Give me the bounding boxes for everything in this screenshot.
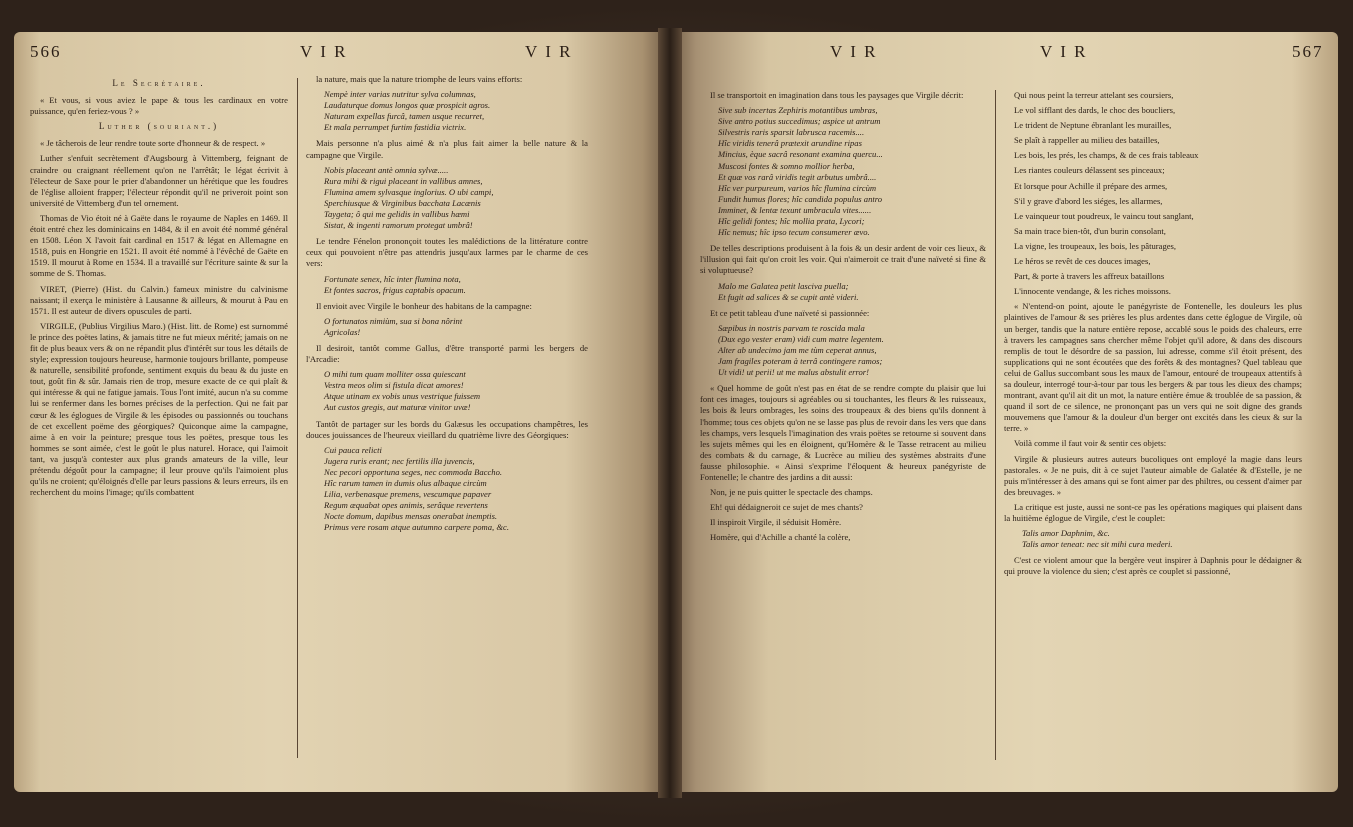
verse-line: Alter ab undecimo jam me tùm ceperat annus, — [718, 344, 877, 355]
verse-line: Nocte domum, dapibus mensas onerabat inemptis. — [324, 511, 498, 522]
paragraph: C'est ce violent amour que la bergère veut inspirer à Daphnis pour le dédaigner & qui prouve la violence du sien; c'est après ce couplet si passionné, — [1004, 555, 1302, 577]
verse-line: Taygeta; ô qui me gelidis in vallibus hæmi — [324, 209, 470, 220]
paragraph: Sa main trace bien-tôt, d'un burin consolant, — [1014, 225, 1166, 236]
paragraph: « Et vous, si vous aviez le pape & tous les cardinaux en votre puissance, qu'en feriez-vous ? » — [30, 95, 288, 117]
verse-block — [700, 323, 986, 378]
verse-line: Hîc nemus; hîc ipso tecum consumerer ævo. — [718, 227, 870, 238]
verse-line: Sistat, & ingenti ramorum protegat umbrâ! — [324, 220, 473, 231]
verse-line: Et fontes sacros, frigus captabis opacum. — [324, 284, 466, 295]
paragraph: VIRGILE, (Publius Virgilius Maro.) (Hist. litt. de Rome) est surnommé le prince des poëtes latins, & jamais titre ne fut mieux mérité; jamais on ne fit de plus beaux vers & on ne répandit plus d'intérêt sur tous les détails de style; expression toujours heureuse, harmonie toujours brillante, pompeuse & naturelle, sensibilité profonde, sentiment exquis du beau & du juste en tout, goût fin & sûr. Jamais rien de trop, mesure exacte de ce qui plaît & qui intéresse & qui ne fatigue jamais. Tous l'ont imité, aucun n'a su comme lui se renfermer dans les bornes précises de la perfection. Qui ne fait par cœur & les églogues de Virgile & les épisodes ou passionnés ou touchans de cet excellent poëme des géorgiques? Quiconque aime la campagne, aime à en voir la peinture; presque tous les poëtes, presque tous les hommes se sont aimée, c'est le goût le plus naturel. Horace, qui l'aimoit tant, va jusqu'à contester aux plus grands amateurs de la ville, leur prétendu dégoût pour la campagne; il leur prouve qu'ils l'aimoient plus qu'ils ne croient; qu'éloignés d'elle par leurs passions & leurs erreurs, ils en recherchent du moins l'image; qu'ils combattent — [30, 320, 288, 498]
verse-line: Mincius, èque sacrâ resonant examina quercu... — [718, 149, 883, 160]
verse-line: Sæpibus in nostris parvam te roscida mala — [718, 322, 865, 333]
verse-block — [306, 274, 588, 296]
verse-line: Jugera ruris erant; nec fertilis illa juvencis, — [324, 455, 475, 466]
column-rule-right — [995, 90, 996, 760]
verse-line: O fortunatos nimiùm, sua si bona nôrint — [324, 315, 463, 326]
verse-line: Naturam expellas furcâ, tamen usque recurret, — [324, 111, 485, 122]
paragraph: Qui nous peint la terreur attelant ses coursiers, — [1014, 90, 1174, 100]
verse-line: Nec pecori opportuna seges, nec commoda Baccho. — [324, 466, 503, 477]
paragraph: Se plaît à rappeller au milieu des batailles, — [1014, 135, 1160, 146]
paragraph: Mais personne n'a plus aimé & n'a plus fait aimer la belle nature & la campagne que Virgile. — [306, 138, 588, 160]
paragraph: Le tendre Fénelon prononçoit toutes les malédictions de la littérature contre ceux qui pouvoient n'être pas attendris jusqu'aux larmes par le charme de ces vers: — [306, 236, 588, 269]
right-running-head-2: V I R — [1040, 42, 1088, 61]
paragraph: Les riantes couleurs délassent ses pinceaux; — [1014, 165, 1165, 176]
right-column-1 — [700, 90, 986, 770]
verse-block — [306, 165, 588, 232]
paragraph: Part, & porte à travers les affreux bataillons — [1014, 271, 1165, 282]
paragraph: Le vol sifflant des dards, le choc des boucliers, — [1014, 105, 1176, 116]
paragraph: « Quel homme de goût n'est pas en état de se rendre compte du plaisir que lui font ces images, toujours si agréables ou si touchantes, les fleurs & les ruisseaux, les bois & leurs ombrages, les soins des troupeaux & des biens qu'ils donnent à l'homme; tous ces objets qu'on ne se lasse pas plus de revoir dans les vers que dans les champs, vers lesquels l'imagination des vrais poëtes se retourne si souvent dans les sujets mêmes qui les en éloignent, qu'Homère & le Tasse retracent au milieu des combats & du carnage, & Lucrèce au milieu des systèmes abstraits d'une fausse philosophie. « Ainsi s'exprime l'éloquent & heureux panégyriste de Fontenelle; le chantre des jardins a dit aussi: — [700, 383, 986, 482]
verse-block — [306, 445, 588, 534]
verse-line: Hîc gelidi fontes; hîc mollia prata, Lycori; — [718, 216, 865, 227]
right-page-number: 567 — [1292, 42, 1324, 61]
verse-line: Primus vere rosam atque autumno carpere poma, &c. — [324, 522, 509, 533]
left-column-1 — [30, 74, 288, 774]
verse-block — [306, 369, 588, 413]
paragraph: Il envioit avec Virgile le bonheur des habitans de la campagne: — [316, 300, 532, 311]
paragraph: VIRET, (Pierre) (Hist. du Calvin.) fameux ministre du calvinisme naissant; il exerça le ministère à Lausanne & ailleurs, & mourut à Pau en 1571. Il est auteur de divers opuscules de parti. — [30, 283, 288, 316]
verse-line: O mihi tum quam molliter ossa quiescant — [324, 369, 466, 380]
paragraph: « Je tâcherois de leur rendre toute sorte d'honneur & de respect. » — [40, 138, 266, 149]
paragraph: De telles descriptions produisent à la fois & un desir ardent de voir ces lieux, & l'illusion qui fait qu'on croit les voir. Qui n'aimeroit ce trait d'une naïveté si fine & si voluptueuse? — [700, 243, 986, 276]
verse-line: Hîc viridis tenerâ prætexit arundine ripas — [718, 138, 862, 149]
paragraph: Il se transportoit en imagination dans tous les paysages que Virgile décrit: — [710, 90, 964, 100]
verse-block — [306, 89, 588, 133]
verse-line: Hîc ver purpureum, varios hîc flumina circùm — [718, 182, 877, 193]
paragraph: L'innocente vendange, & les riches moissons. — [1014, 286, 1171, 297]
verse-line: Atque utinam ex vobis unus vestrique fuissem — [324, 391, 481, 402]
left-column-2 — [306, 74, 588, 774]
verse-line: Jam fragiles poteram à terrâ contingere ramos; — [718, 356, 883, 367]
verse-line: Flumina amem sylvasque inglorius. O ubi campi, — [324, 186, 494, 197]
verse-line: Fundit humus flores; hîc candida populus antro — [718, 193, 883, 204]
paragraph: Voilà comme il faut voir & sentir ces objets: — [1014, 438, 1167, 449]
verse-line: Sperchiusque & Virginibus bacchata Lacænis — [324, 197, 481, 208]
right-running-head-1: V I R — [830, 42, 878, 61]
verse-block — [700, 281, 986, 303]
left-running-head-2: V I R — [525, 42, 573, 61]
left-page-number: 566 — [30, 42, 62, 61]
paragraph: Les bois, les prés, les champs, & de ces frais tableaux — [1014, 150, 1199, 161]
verse-line: Vestra meos olim si fistula dicat amores! — [324, 380, 464, 391]
verse-line: Et mala perrumpet furtim fastidia victrix. — [324, 122, 467, 133]
paragraph: la nature, mais que la nature triomphe de leurs vains efforts: — [316, 74, 523, 84]
paragraph: La vigne, les troupeaux, les bois, les pâturages, — [1014, 240, 1177, 251]
paragraph: La critique est juste, aussi ne sont-ce pas les opérations magiques qui plaisent dans la huitième églogue de Virgile, c'est le couplet: — [1004, 501, 1302, 523]
section-heading: Luther (souriant.) — [98, 121, 220, 132]
verse-line: Rura mihi & rigui placeant in vallibus amnes, — [324, 175, 483, 186]
paragraph: Eh! qui dédaigneroit ce sujet de mes chants? — [710, 502, 863, 513]
book-gutter — [658, 28, 682, 798]
paragraph: Virgile & plusieurs autres auteurs bucoliques ont employé la magie dans leurs pastorales. « Je ne puis, dit à ce sujet l'auteur aimable de Galatée & d'Estelle, je ne puis m'intéresser à des amans qui se font aimer par des philtres, ou cessent d'aimer par des breuvages. » — [1004, 453, 1302, 497]
verse-line: Malo me Galatea petit lasciva puella; — [718, 280, 849, 291]
verse-line: Talis amor teneat: nec sit mihi cura mederi. — [1022, 539, 1173, 550]
verse-line: Cui pauca relicti — [324, 444, 382, 455]
verse-line: Sive antro potius succedimus; aspice ut antrum — [718, 116, 881, 127]
verse-line: Aut custos gregis, aut maturæ vinitor uvæ! — [324, 402, 471, 413]
paragraph: « N'entend-on point, ajoute le panégyriste de Fontenelle, les douleurs les plus plaintives de l'amour & ses prières les plus ardentes dans cette églogue de Virgile, où un berger, tandis que la nature entière repose, accablé sous le poids des chaleurs, erre à travers les campagnes sans chercher même l'objet qu'il adore, & dans des discours remplis de tout le désordre de sa passion, lui adresse, comme s'il étoit présent, des supplications qui ne sont écoutées que des forêts & des montagnes? Quel tableau que celui de Gallus succombant sous les maux de l'amour, entouré de troupeaux attentifs à sa douleur, interrogé tour-à-tour par tous les bergers & par tous les dieux des champs; montrant, avant qu'il ait dit un mot, la nature entière émue & troublée de sa passion, & quand il sort de ce silence, ne prononçant pas un vers qui ne soit digne des grands mouvemens que l'amour & la douleur d'un berger ont excités dans les cieux & sur la terre. » — [1004, 301, 1302, 434]
column-rule-left — [297, 78, 298, 758]
verse-line: Et fugit ad salices & se cupit antè videri. — [718, 291, 859, 302]
verse-line: Ut vidi! ut perii! ut me malus abstulit error! — [718, 367, 870, 378]
paragraph: S'il y grave d'abord les siéges, les allarmes, — [1014, 195, 1163, 206]
paragraph: Il desiroit, tantôt comme Gallus, d'être transporté parmi les bergers de l'Arcadie: — [306, 342, 588, 365]
verse-block — [306, 316, 588, 338]
left-running-head-1: V I R — [300, 42, 348, 61]
verse-line: Imminet, & lentæ texunt umbracula vites...... — [718, 204, 872, 215]
verse-line: Talis amor Daphnim, &c. — [1022, 528, 1110, 539]
paragraph: Il inspiroit Virgile, il séduisit Homère. — [710, 517, 842, 528]
verse-line: Muscosi fontes & somno mollior herba, — [718, 160, 855, 171]
verse-line: Et quæ vos rarâ viridis tegit arbutus umbrâ.... — [718, 171, 877, 182]
paragraph: Non, je ne puis quitter le spectacle des champs. — [710, 487, 873, 498]
verse-block — [1004, 528, 1302, 550]
verse-line: Agricolas! — [324, 326, 361, 337]
verse-block — [700, 105, 986, 238]
paragraph: Le héros se revêt de ces douces images, — [1014, 256, 1151, 267]
section-heading: Le Secrétaire. — [112, 78, 206, 88]
paragraph: Luther s'enfuit secrètement d'Augsbourg à Vittemberg, feignant de craindre ou craignant réellement qu'on ne l'arrêtât; le légat écrivit à l'électeur de Saxe pour le prier d'abandonner un hérétique que les foudres de l'église alloient frapper; l'électeur répondit qu'il ne priveroit point son université de Vittemberg d'un tel ornement. — [30, 153, 288, 208]
paragraph: Et ce petit tableau d'une naïveté si passionnée: — [710, 307, 870, 318]
verse-line: Regum æquabat opes animis, serâque revertens — [324, 500, 488, 511]
verse-line: Nempè inter varias nutritur sylva columnas, — [324, 89, 476, 100]
verse-line: Laudaturque domus longos quæ prospicit agros. — [324, 100, 491, 111]
verse-line: Sive sub incertas Zephiris motantibus umbras, — [718, 105, 878, 116]
verse-line: Silvestris raris sparsit labrusca racemis.... — [718, 127, 865, 138]
paragraph: Thomas de Vio étoit né à Gaëte dans le royaume de Naples en 1469. Il étoit entré chez les dominicains en 1484, & il en avoit été nommé général en 1508. Léon X l'avoit fait cardinal en 1517 & légat en Allemagne en 1518, puis en Hongrie en 1521. Il avoit été nommé à l'évêché de Gaëte en 1519. Il mourut à Rome en 1534. Il a travaillé sur l'écriture sainte & sur la somme de S. Thomas. — [30, 212, 288, 279]
verse-line: Nobis placeant antè omnia sylvæ..... — [324, 164, 449, 175]
verse-line: Fortunate senex, hîc inter flumina nota, — [324, 273, 461, 284]
verse-line: (Dux ego vester eram) vidi cum matre legentem. — [718, 333, 884, 344]
right-column-2 — [1004, 90, 1302, 770]
paragraph: Et lorsque pour Achille il prépare des armes, — [1014, 180, 1168, 191]
paragraph: Le vainqueur tout poudreux, le vaincu tout sanglant, — [1014, 210, 1194, 221]
verse-line: Lilia, verbenasque premens, vescumque papaver — [324, 489, 492, 500]
verse-line: Hîc rarum tamen in dumis olus albaque circùm — [324, 478, 487, 488]
paragraph: Homère, qui d'Achille a chanté la colère, — [710, 532, 851, 543]
paragraph: Le trident de Neptune ébranlant les murailles, — [1014, 120, 1172, 131]
paragraph: Tantôt de partager sur les bords du Galæsus les occupations champêtres, les douces jouissances de l'heureux vieillard du quatrième livre des Géorgiques: — [306, 418, 588, 440]
